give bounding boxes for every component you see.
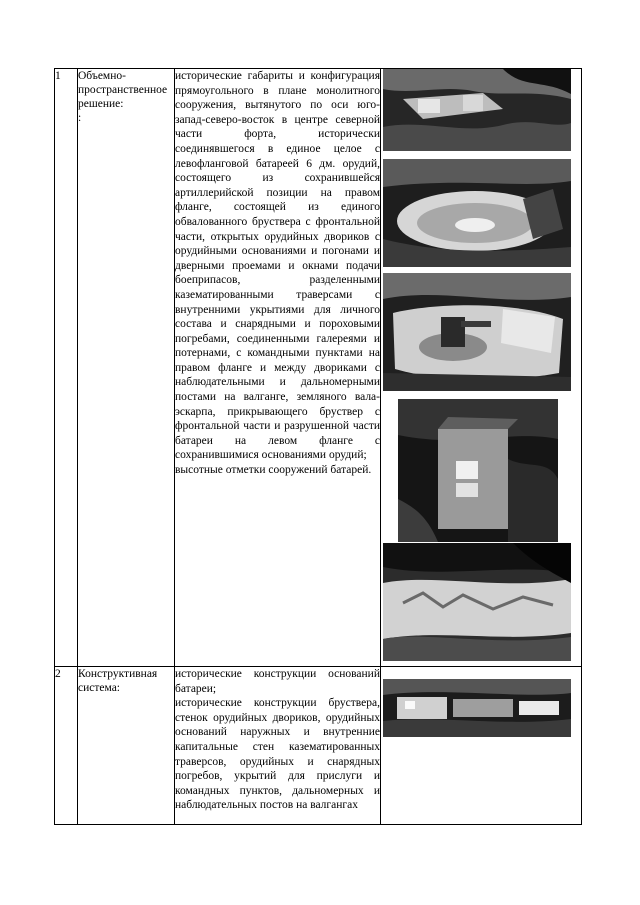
table-row bbox=[55, 667, 582, 825]
description-paragraph: высотные отметки сооружений батарей. bbox=[175, 464, 372, 477]
photo-casemate-window bbox=[398, 399, 558, 542]
row-photos bbox=[381, 667, 582, 825]
photo-battery-facade bbox=[383, 679, 571, 737]
photo-overgrown-position bbox=[383, 543, 571, 661]
table-row bbox=[55, 69, 582, 667]
photo-gun-mount bbox=[383, 273, 571, 391]
row-label bbox=[78, 667, 175, 825]
description-paragraph: исторические конструкции бруствера, стенок орудийных двориков, орудийных оснований наружных и внутренние капитальные стен казематированных траверсов, орудийных и снарядных погребов, укрытий для прислуги и командных пунктов, дальномерных и наблюдательных постов на валгангах bbox=[175, 697, 380, 812]
description-paragraph: исторические конструкции оснований батареи; bbox=[175, 668, 380, 695]
description-paragraph: исторические габариты и конфигурация прямоугольного в плане монолитного сооружения, вытянутого по оси юго-запад-северо-восток в центре северной части форта, исторически соединявшегося в единое целое с левофланговой батареей 6 дм. орудий, состоящего из сохранившейся артиллерийской позиции на правом фланге, состоящей из единого обвалованного бруствера с фронтальной части, открытых орудийных двориков с орудийными основаниями и погонами и дверными проемами и окнами подачи боеприпасов, разделенными казематированными траверсами с внутренними укрытиями для личного состава и снарядными и пороховыми погребами, соединенными галереями и потернами, с командными пунктами на правом фланге и между двориками с наблюдательными и дальномерными постами на валганге, земляного вала-эскарпа, прикрывающего бруствер с фронтальной части и разрушенной части батареи на левом фланге с сохранившимися основаниями орудий; bbox=[175, 70, 380, 462]
row-photos bbox=[381, 69, 582, 667]
photo-battery-overview bbox=[383, 69, 571, 151]
row-label-extra: : bbox=[78, 112, 82, 124]
row-description bbox=[175, 667, 381, 825]
row-label bbox=[78, 69, 175, 667]
row-label-text: Объемно-пространственное решение: bbox=[78, 70, 168, 110]
photo-gun-yard bbox=[383, 159, 571, 267]
row-number: 1 bbox=[55, 69, 78, 667]
row-description bbox=[175, 69, 381, 667]
features-table bbox=[54, 68, 582, 825]
row-number: 2 bbox=[55, 667, 78, 825]
row-label-text: Конструктивная система: bbox=[78, 668, 158, 694]
